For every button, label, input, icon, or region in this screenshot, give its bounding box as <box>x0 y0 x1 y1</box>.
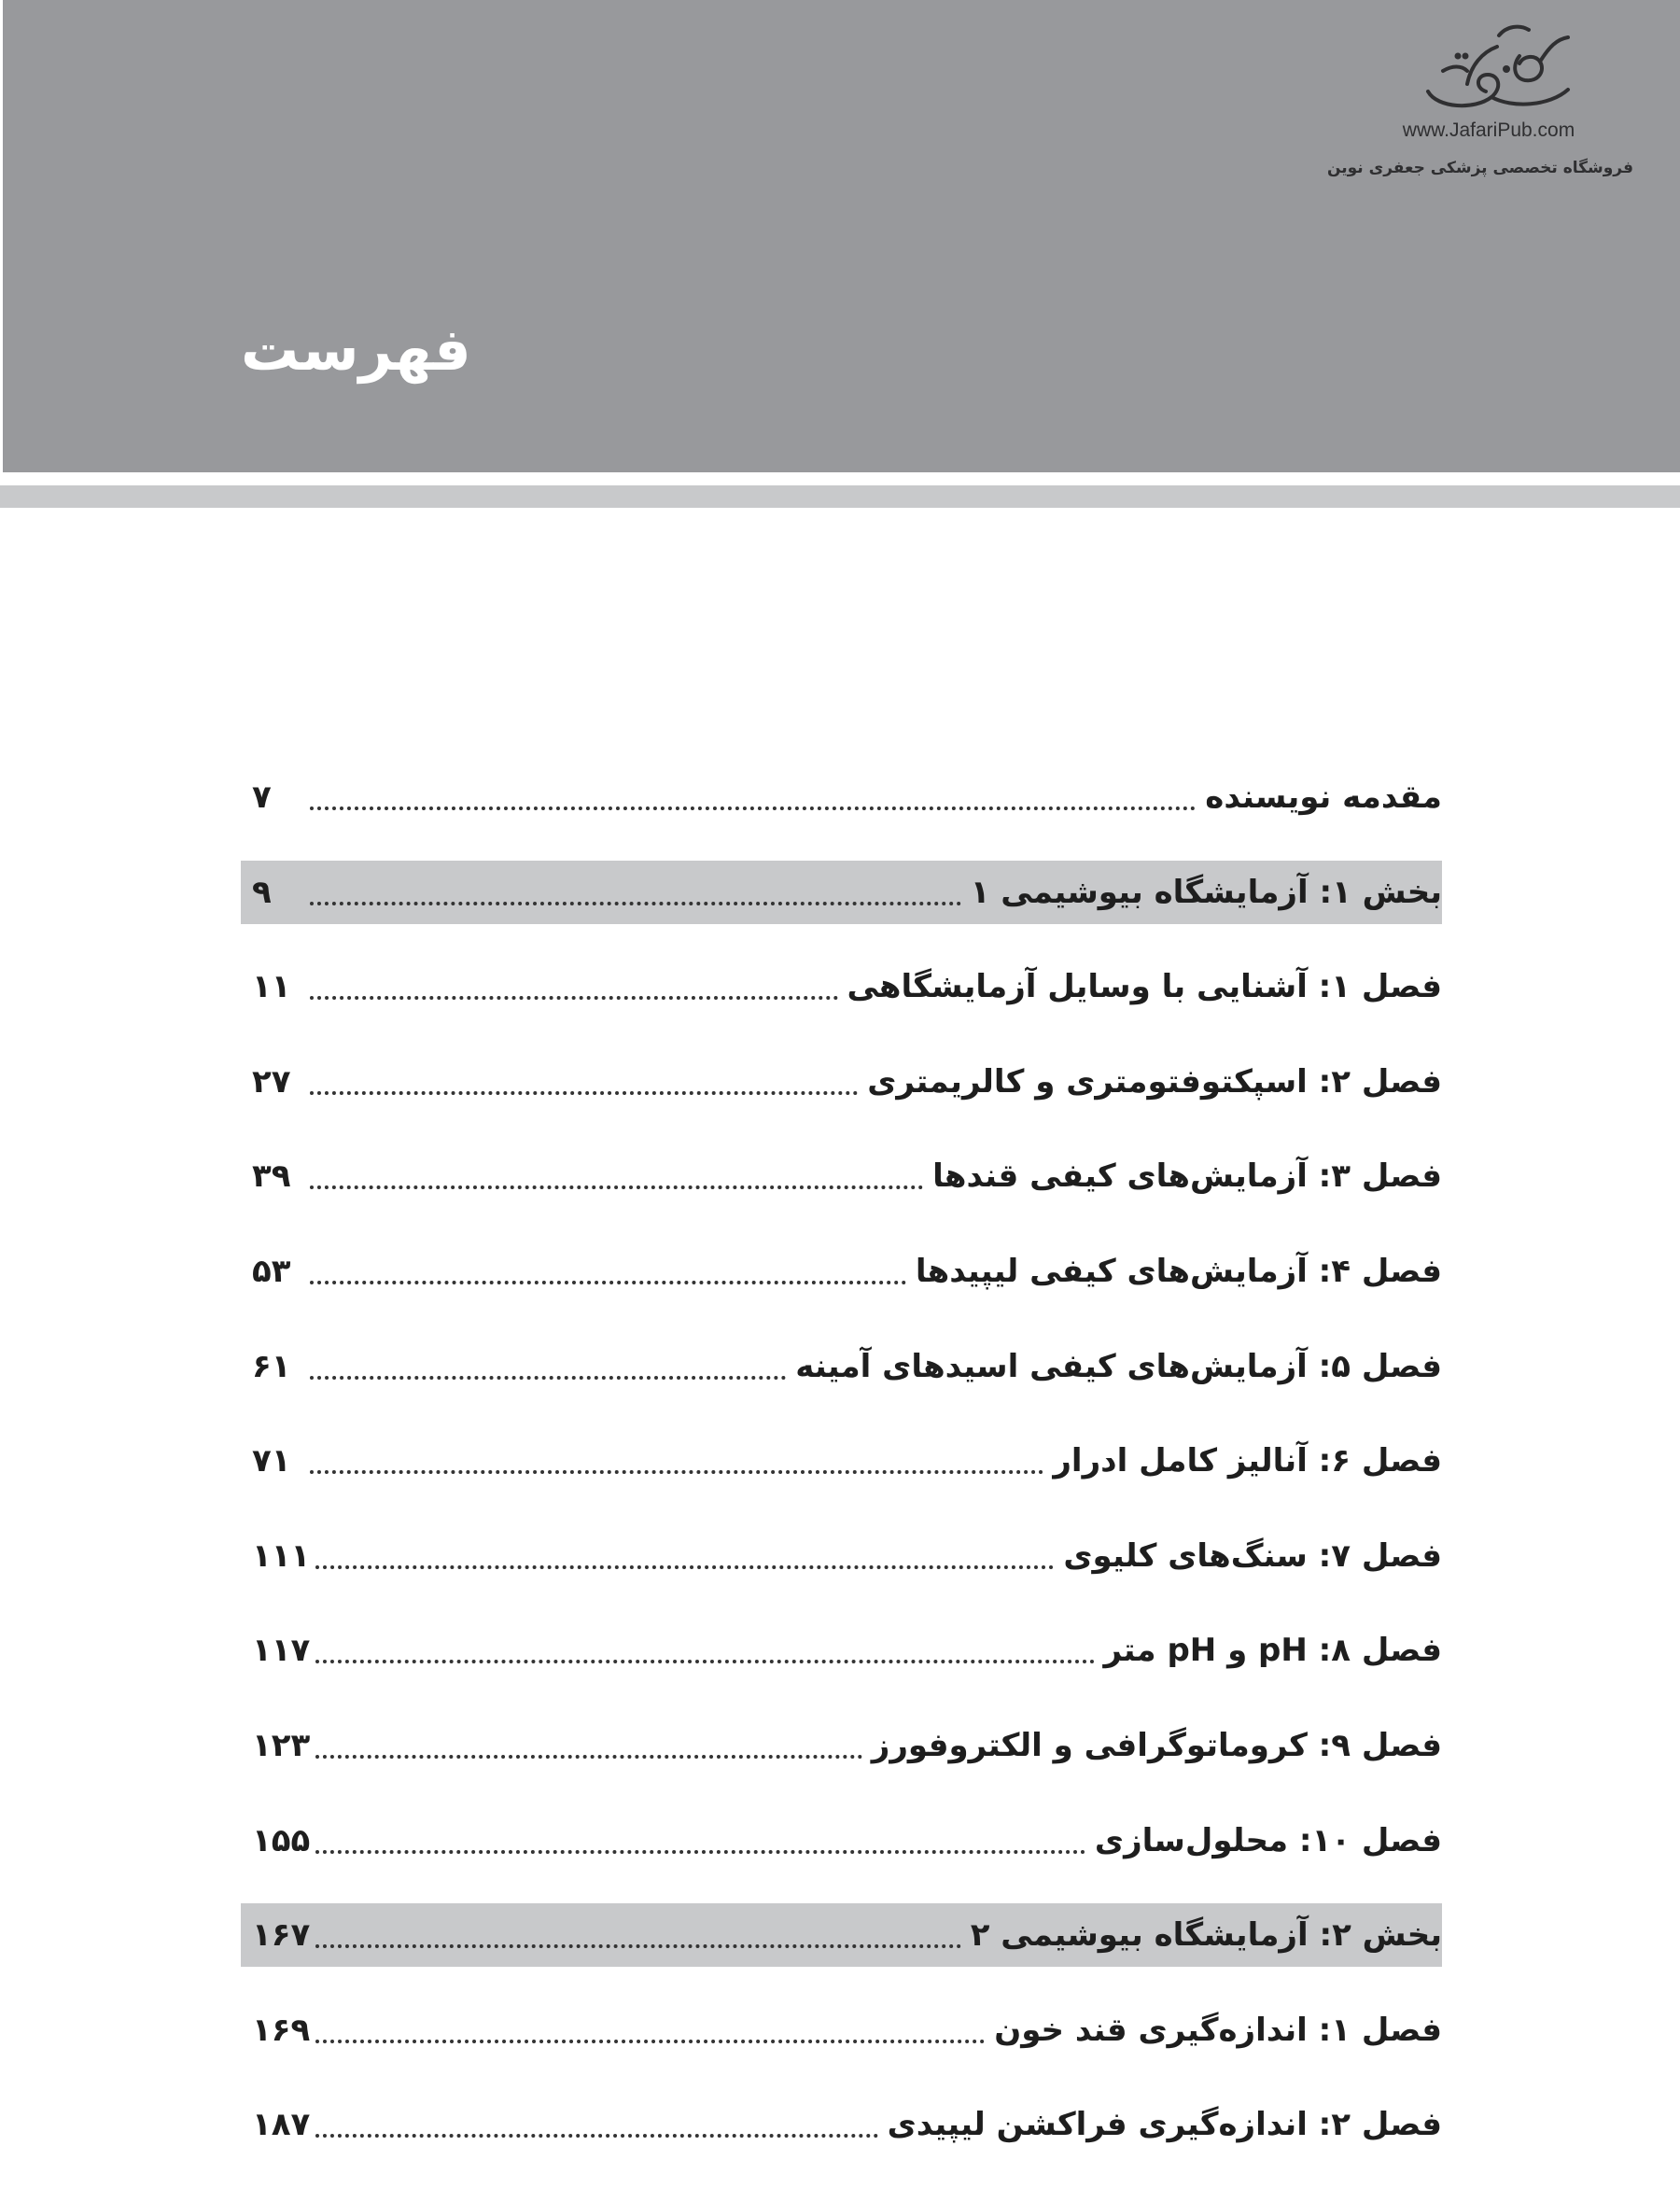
toc-page-number: ۱۱۷ <box>252 1632 311 1670</box>
publisher-tagline: فروشگاه تخصصی پزشکی جعفری نوین <box>1326 159 1633 177</box>
dot-leader <box>310 1376 786 1380</box>
toc-entry-row[interactable] <box>241 2093 1442 2156</box>
toc-page-number: ۳۹ <box>252 1157 291 1196</box>
toc-entry-title: بخش ۱: آزمایشگاه بیوشیمی ۱ <box>970 873 1442 911</box>
calligraphy-logo-icon <box>1409 19 1577 121</box>
toc-entry-row[interactable] <box>241 1999 1442 2062</box>
toc-page-number: ۱۲۳ <box>252 1726 311 1764</box>
toc-page-number: ۱۱ <box>252 968 291 1006</box>
toc-entry-title: مقدمه نویسنده <box>1205 778 1442 816</box>
toc-page-number: ۶۱ <box>252 1347 291 1385</box>
publisher-logo <box>1326 19 1643 187</box>
toc-entry-row[interactable] <box>241 1809 1442 1872</box>
toc-entry-title: فصل ۸: pH و pH متر <box>1103 1632 1442 1670</box>
toc-entry-row[interactable] <box>241 955 1442 1018</box>
dot-leader <box>310 1281 906 1284</box>
toc-entry-title: فصل ۹: کروماتوگرافی و الکتروفورز <box>871 1726 1442 1764</box>
toc-entry-row[interactable] <box>241 1144 1442 1208</box>
dot-leader <box>315 2134 877 2138</box>
dot-leader <box>315 1660 1094 1663</box>
toc-page-number: ۹ <box>252 873 272 911</box>
dot-leader <box>310 1185 923 1189</box>
toc-entry-title: فصل ۱۰: محلول‌سازی <box>1094 1821 1442 1859</box>
toc-entry-title: فصل ۷: سنگ‌های کلیوی <box>1063 1536 1442 1575</box>
toc-page-number: ۵۳ <box>252 1252 291 1290</box>
publisher-url: www.JafariPub.com <box>1402 119 1575 141</box>
toc-page-number: ۷ <box>252 778 272 816</box>
dot-leader <box>310 996 838 1000</box>
toc-entry-title: فصل ۲: اندازه‌گیری فراکشن لیپیدی <box>887 2106 1442 2144</box>
toc-entry-title: بخش ۲: آزمایشگاه بیوشیمی ۲ <box>970 1916 1442 1955</box>
dot-leader <box>310 1091 858 1095</box>
toc-part-row[interactable] <box>241 861 1442 924</box>
toc-page-number: ۲۷ <box>252 1062 291 1101</box>
toc-entry-title: فصل ۱: اندازه‌گیری قند خون <box>994 2011 1442 2049</box>
toc-page-number: ۱۶۹ <box>252 2011 311 2049</box>
toc-part-row[interactable] <box>241 1903 1442 1967</box>
toc-entry-row[interactable] <box>241 765 1442 829</box>
page-title: فهرست <box>241 316 471 384</box>
toc-entry-title: فصل ۶: آنالیز کامل ادرار <box>1053 1442 1442 1480</box>
toc-page-number: ۱۱۱ <box>252 1536 311 1575</box>
toc-entry-title: فصل ۱: آشنایی با وسایل آزمایشگاهی <box>847 968 1442 1006</box>
header-stripe <box>0 485 1680 508</box>
toc-entry-row[interactable] <box>241 1524 1442 1588</box>
toc-page-number: ۱۵۵ <box>252 1821 311 1859</box>
toc-entry-row[interactable] <box>241 1335 1442 1398</box>
toc-entry-title: فصل ۲: اسپکتوفتومتری و کالریمتری <box>867 1062 1442 1101</box>
toc-entry-title: فصل ۵: آزمایش‌های کیفی اسیدهای آمینه <box>795 1347 1442 1385</box>
toc-page-number: ۱۶۷ <box>252 1916 311 1955</box>
dot-leader <box>310 902 961 905</box>
toc-entry-row[interactable] <box>241 1240 1442 1303</box>
dot-leader <box>315 2040 985 2043</box>
dot-leader <box>315 1755 861 1759</box>
toc-page-number: ۱۸۷ <box>252 2106 311 2144</box>
table-of-contents <box>241 765 1442 2188</box>
toc-entry-row[interactable] <box>241 1429 1442 1493</box>
dot-leader <box>315 1944 960 1948</box>
toc-entry-row[interactable] <box>241 1619 1442 1682</box>
toc-entry-title: فصل ۴: آزمایش‌های کیفی لیپیدها <box>915 1252 1442 1290</box>
dot-leader <box>315 1850 1085 1854</box>
toc-entry-title: فصل ۳: آزمایش‌های کیفی قندها <box>932 1157 1442 1196</box>
toc-entry-row[interactable] <box>241 1714 1442 1777</box>
dot-leader <box>315 1565 1054 1569</box>
dot-leader <box>310 1470 1043 1474</box>
dot-leader <box>310 806 1196 810</box>
toc-entry-row[interactable] <box>241 1050 1442 1114</box>
toc-page-number: ۷۱ <box>252 1442 291 1480</box>
